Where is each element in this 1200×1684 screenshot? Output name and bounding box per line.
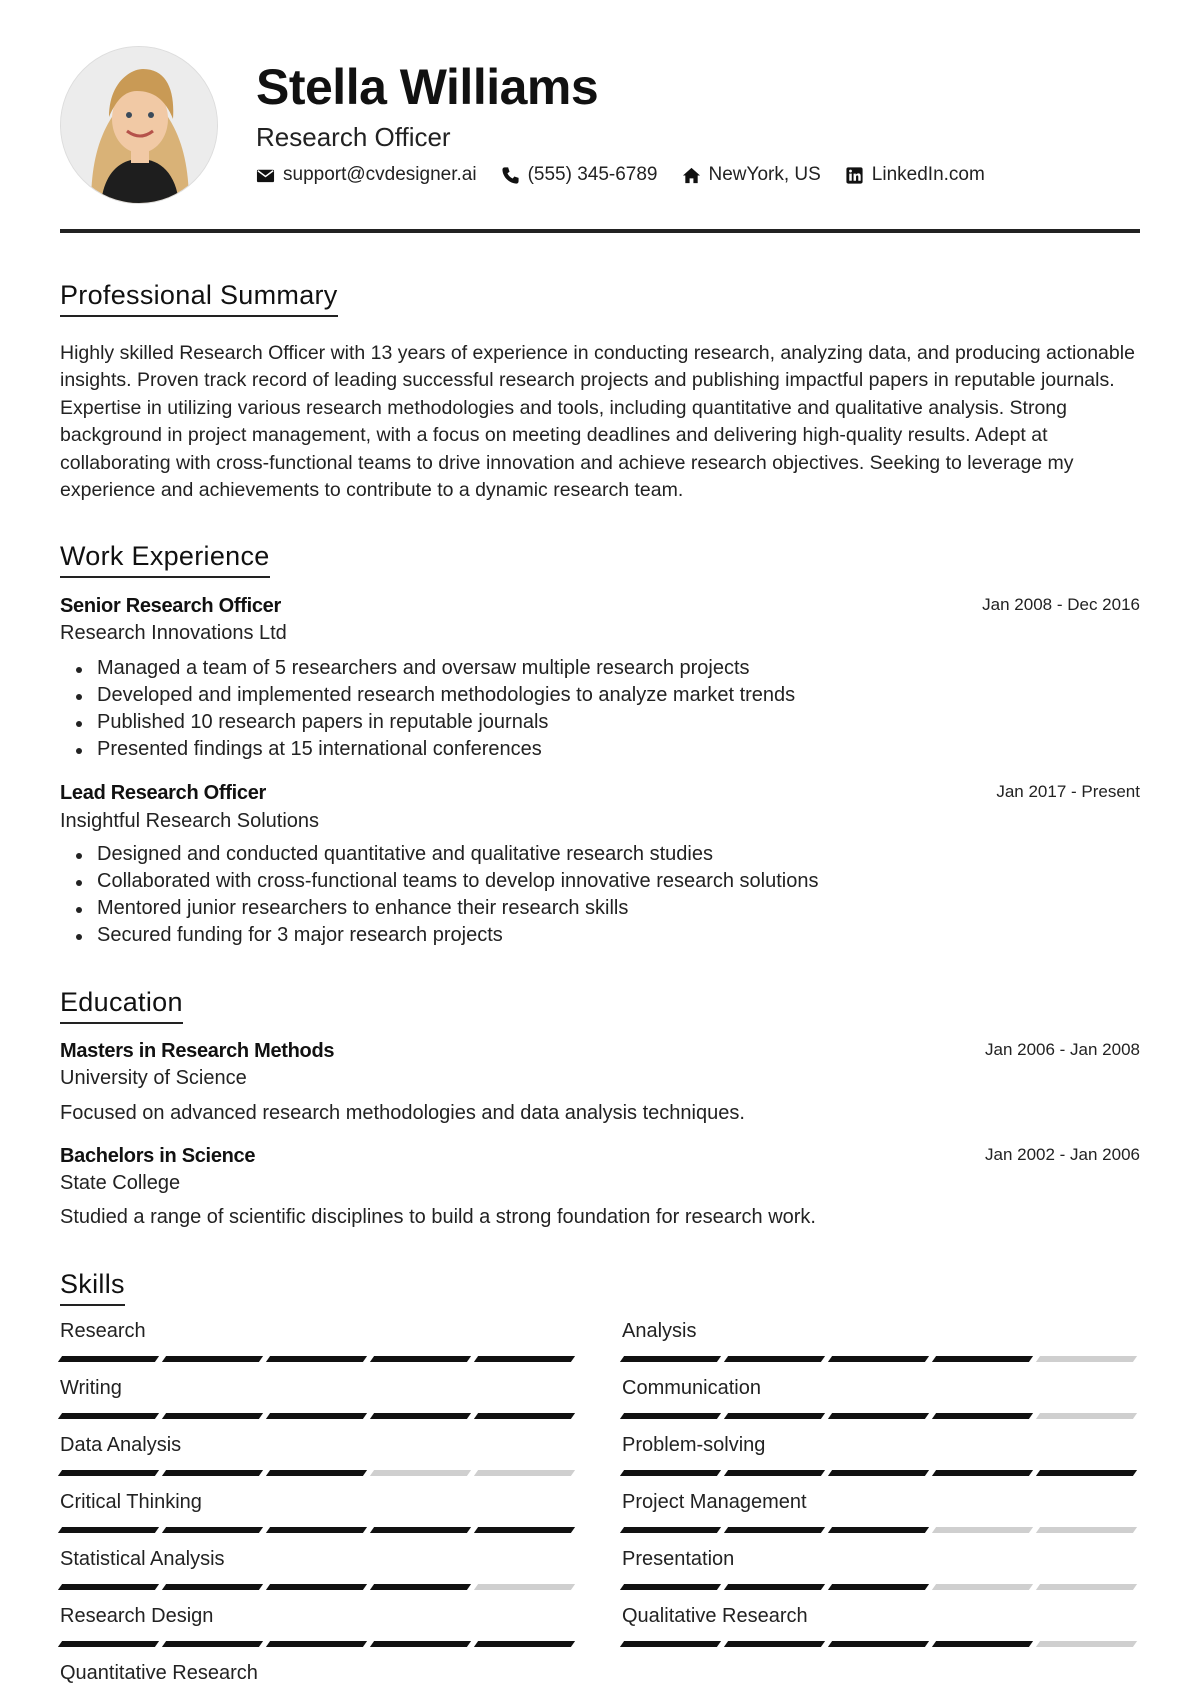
skill-level-filled <box>370 1413 471 1419</box>
job-bullet: Published 10 research papers in reputable journals <box>97 709 795 736</box>
skill-level-bar <box>60 1470 577 1476</box>
job-title: Senior Research Officer <box>60 595 281 617</box>
job-bullet: Collaborated with cross-functional teams to develop innovative research solutions <box>97 868 819 895</box>
skill-level-filled <box>724 1584 825 1590</box>
skill-level-filled <box>58 1641 159 1647</box>
skill-level-filled <box>162 1527 263 1533</box>
skill-level-filled <box>724 1413 825 1419</box>
skill-level-filled <box>620 1527 721 1533</box>
skill-name: Research Design <box>60 1605 214 1627</box>
skill-level-bar <box>60 1584 577 1590</box>
skill-level-filled <box>828 1584 929 1590</box>
skill-level-filled <box>162 1470 263 1476</box>
location-text: NewYork, US <box>708 164 821 185</box>
phone-text: (555) 345-6789 <box>527 164 658 185</box>
skill-level-filled <box>266 1527 367 1533</box>
skill-item <box>60 1548 577 1590</box>
contact-location <box>682 164 821 186</box>
education-description: Studied a range of scientific disciplines to build a strong foundation for research work. <box>60 1206 816 1228</box>
job-bullet: Mentored junior researchers to enhance their research skills <box>97 895 819 922</box>
education-heading: Education <box>60 987 183 1024</box>
skill-item <box>60 1320 577 1362</box>
linkedin-text: LinkedIn.com <box>871 164 985 185</box>
job-dates: Jan 2017 - Present <box>996 782 1140 801</box>
education-description: Focused on advanced research methodologies and data analysis techniques. <box>60 1102 745 1124</box>
skill-level-filled <box>828 1527 929 1533</box>
skill-level-filled <box>58 1356 159 1362</box>
skill-name: Critical Thinking <box>60 1491 202 1513</box>
summary-heading: Professional Summary <box>60 280 338 317</box>
skill-level-bar <box>622 1470 1139 1476</box>
skill-level-filled <box>620 1470 721 1476</box>
skill-item <box>622 1320 1139 1362</box>
candidate-title: Research Officer <box>256 122 451 152</box>
skill-level-filled <box>932 1641 1033 1647</box>
skill-level-filled <box>474 1641 575 1647</box>
skill-level-bar <box>60 1413 577 1419</box>
envelope-icon <box>256 166 275 185</box>
skill-level-bar <box>60 1527 577 1533</box>
linkedin-icon <box>845 166 864 185</box>
skill-level-filled <box>828 1470 929 1476</box>
job-bullet: Designed and conducted quantitative and qualitative research studies <box>97 841 819 868</box>
skill-level-filled <box>474 1527 575 1533</box>
skill-level-empty <box>1036 1641 1137 1647</box>
contact-phone[interactable] <box>501 164 658 186</box>
skill-level-filled <box>162 1584 263 1590</box>
skill-level-filled <box>370 1527 471 1533</box>
contact-list <box>256 164 985 186</box>
job-company: Insightful Research Solutions <box>60 810 320 832</box>
skill-level-bar <box>622 1527 1139 1533</box>
skill-level-bar <box>622 1584 1139 1590</box>
education-school: University of Science <box>60 1067 247 1089</box>
skill-level-filled <box>828 1641 929 1647</box>
skill-level-filled <box>370 1584 471 1590</box>
skill-name: Data Analysis <box>60 1434 182 1456</box>
phone-icon <box>501 166 520 185</box>
skill-level-filled <box>828 1413 929 1419</box>
skill-level-empty <box>1036 1584 1137 1590</box>
skill-level-filled <box>162 1356 263 1362</box>
job-title: Lead Research Officer <box>60 782 267 804</box>
skill-item <box>622 1548 1139 1590</box>
skill-level-empty <box>932 1584 1033 1590</box>
skill-level-filled <box>162 1641 263 1647</box>
skill-level-filled <box>266 1584 367 1590</box>
skill-level-filled <box>266 1641 367 1647</box>
job-bullet: Secured funding for 3 major research projects <box>97 922 819 949</box>
skill-level-empty <box>932 1527 1033 1533</box>
skill-level-bar <box>60 1356 577 1362</box>
contact-linkedin[interactable] <box>845 164 985 186</box>
candidate-name: Stella Williams <box>256 59 599 115</box>
skill-level-filled <box>724 1356 825 1362</box>
contact-email[interactable] <box>256 164 477 186</box>
skill-level-filled <box>58 1584 159 1590</box>
skill-name: Project Management <box>622 1491 807 1513</box>
skill-item <box>60 1377 577 1419</box>
skill-level-empty <box>1036 1527 1137 1533</box>
skill-name: Analysis <box>622 1320 697 1342</box>
job-bullet: Presented findings at 15 international conferences <box>97 736 795 763</box>
skill-name: Quantitative Research <box>60 1662 258 1684</box>
skill-level-filled <box>266 1470 367 1476</box>
skill-name: Statistical Analysis <box>60 1548 225 1570</box>
education-degree: Bachelors in Science <box>60 1145 256 1167</box>
job-bullets <box>97 655 795 763</box>
skill-level-filled <box>474 1356 575 1362</box>
skill-level-filled <box>724 1470 825 1476</box>
skill-name: Qualitative Research <box>622 1605 808 1627</box>
skill-item <box>622 1434 1139 1476</box>
skill-name: Communication <box>622 1377 761 1399</box>
skill-level-filled <box>1036 1470 1137 1476</box>
skill-name: Problem-solving <box>622 1434 766 1456</box>
skill-item <box>622 1605 1139 1647</box>
skill-level-filled <box>932 1413 1033 1419</box>
job-dates: Jan 2008 - Dec 2016 <box>982 595 1140 614</box>
skill-level-filled <box>620 1356 721 1362</box>
skill-item <box>60 1605 577 1647</box>
skill-level-empty <box>474 1584 575 1590</box>
skill-level-filled <box>370 1356 471 1362</box>
skills-heading: Skills <box>60 1269 125 1306</box>
skill-level-filled <box>370 1641 471 1647</box>
skill-level-empty <box>1036 1356 1137 1362</box>
skill-level-bar <box>622 1641 1139 1647</box>
skill-level-filled <box>58 1470 159 1476</box>
job-bullets <box>97 841 819 949</box>
skill-level-filled <box>724 1641 825 1647</box>
skill-level-filled <box>620 1584 721 1590</box>
skill-level-filled <box>620 1413 721 1419</box>
skill-item <box>622 1491 1139 1533</box>
profile-photo <box>60 46 218 204</box>
skill-level-filled <box>474 1413 575 1419</box>
skill-name: Presentation <box>622 1548 735 1570</box>
email-text: support@cvdesigner.ai <box>283 164 477 185</box>
skill-item <box>622 1377 1139 1419</box>
skill-level-bar <box>622 1356 1139 1362</box>
skill-level-filled <box>620 1641 721 1647</box>
education-dates: Jan 2002 - Jan 2006 <box>984 1145 1140 1164</box>
skill-level-filled <box>932 1470 1033 1476</box>
education-school: State College <box>60 1172 181 1194</box>
job-bullet: Developed and implemented research methodologies to analyze market trends <box>97 682 795 709</box>
skill-item <box>60 1662 577 1684</box>
skill-name: Writing <box>60 1377 122 1399</box>
skill-level-filled <box>162 1413 263 1419</box>
skill-level-filled <box>266 1413 367 1419</box>
skill-level-filled <box>58 1527 159 1533</box>
job-company: Research Innovations Ltd <box>60 622 287 644</box>
skill-level-filled <box>724 1527 825 1533</box>
skill-level-bar <box>622 1413 1139 1419</box>
education-dates: Jan 2006 - Jan 2008 <box>984 1040 1140 1059</box>
job-bullet: Managed a team of 5 researchers and oversaw multiple research projects <box>97 655 795 682</box>
skill-level-bar <box>60 1641 577 1647</box>
summary-text: Highly skilled Research Officer with 13 years of experience in conducting research, analyzing data, and producing actionable insights. Proven track record of leading successful research projects and publishing impactful papers in reputable journals. Expertise in utilizing various research methodologies and tools, including quantitative and qualitative analysis. Strong background in project management, with a focus on meeting deadlines and delivering high-quality results. Adept at collaborating with cross-functional teams to drive innovation and achieve research objectives. Seeking to leverage my experience and achievements to contribute to a dynamic research team. <box>60 342 1135 502</box>
skill-level-filled <box>266 1356 367 1362</box>
home-icon <box>682 166 701 185</box>
education-degree: Masters in Research Methods <box>60 1040 335 1062</box>
profile-photo-illustration <box>61 47 218 204</box>
skill-level-empty <box>370 1470 471 1476</box>
skill-item <box>60 1434 577 1476</box>
experience-heading: Work Experience <box>60 541 270 578</box>
skill-level-empty <box>1036 1413 1137 1419</box>
skill-level-filled <box>58 1413 159 1419</box>
header-divider <box>60 229 1140 233</box>
skill-level-empty <box>474 1470 575 1476</box>
skill-level-filled <box>932 1356 1033 1362</box>
skill-level-filled <box>828 1356 929 1362</box>
skill-name: Research <box>60 1320 146 1342</box>
skill-item <box>60 1491 577 1533</box>
resume-header <box>60 46 1140 206</box>
